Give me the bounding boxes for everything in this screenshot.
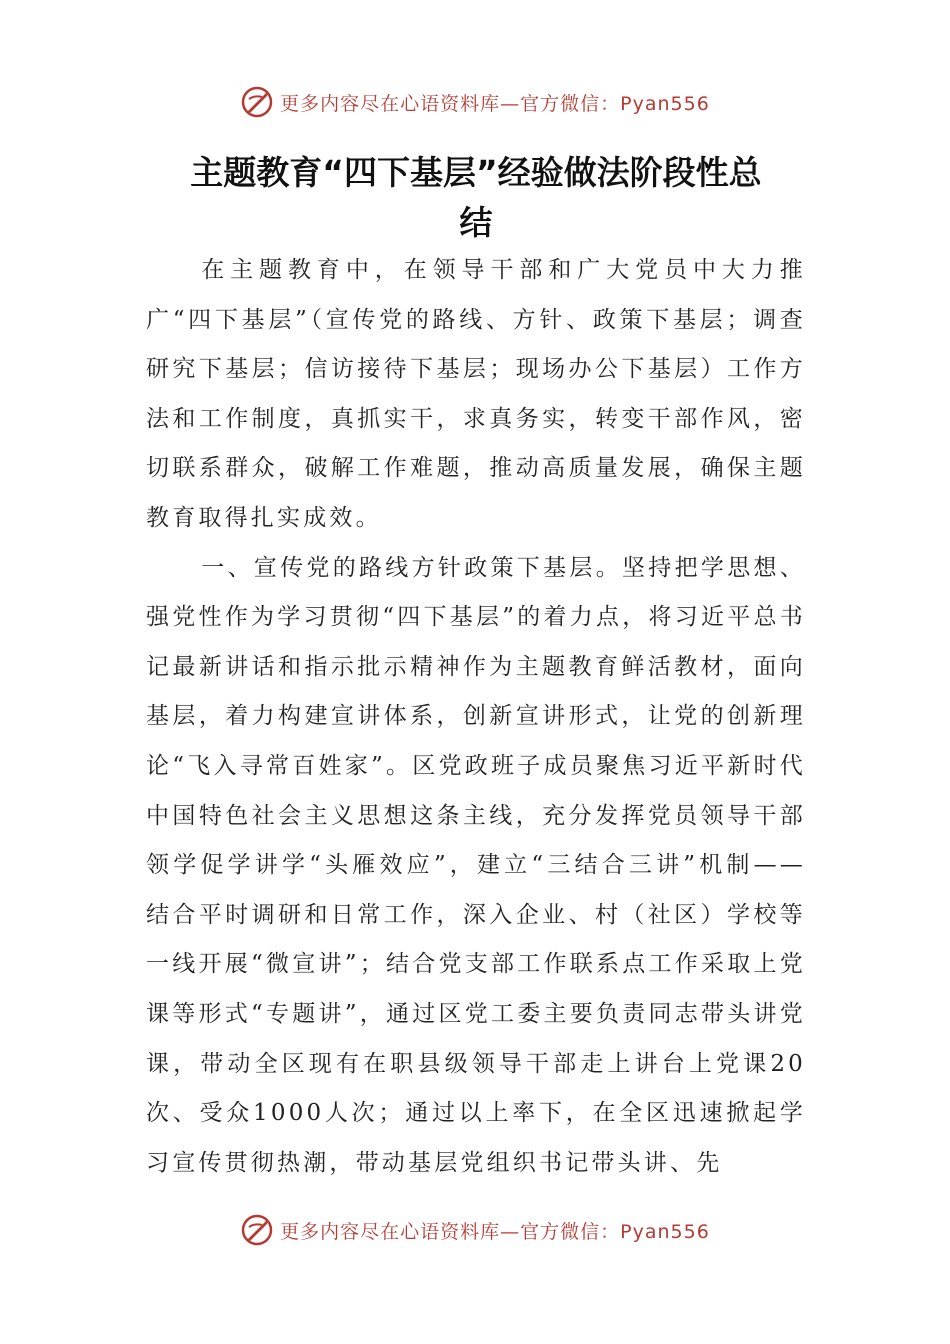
pen-logo-icon xyxy=(240,1213,274,1247)
watermark-text: 更多内容尽在心语资料库—官方微信：Pyan556 xyxy=(280,92,710,115)
header-watermark-banner xyxy=(0,80,950,124)
title-line-2: 结 xyxy=(459,203,493,242)
pen-logo-icon xyxy=(240,85,274,119)
document-title xyxy=(146,148,806,248)
paragraph-section-1: 一、宣传党的路线方针政策下基层。坚持把学思想、强党性作为学习贯彻“四下基层”的着力点，将习近平总书记最新讲话和指示批示精神作为主题教育鲜活教材，面向基层，着力构建宣讲体系，创新宣讲形式，让党的创新理论“飞入寻常百姓家”。区党政班子成员聚焦习近平新时代中国特色社会主义思想这条主线，充分发挥党员领导干部领学促学讲学“头雁效应”，建立“三结合三讲”机制——结合平时调研和日常工作，深入企业、村（社区）学校等一线开展“微宣讲”；结合党支部工作联系点工作采取上党课等形式“专题讲”，通过区党工委主要负责同志带头讲党课，带动全区现有在职县级领导干部走上讲台上党课20次、受众1000人次；通过以上率下，在全区迅速掀起学习宣传贯彻热潮，带动基层党组织书记带头讲、先 xyxy=(146,554,806,1176)
title-line-1: 主题教育“四下基层”经验做法阶段性总 xyxy=(190,153,762,192)
watermark-text: 更多内容尽在心语资料库—官方微信：Pyan556 xyxy=(280,1220,710,1243)
footer-watermark-banner xyxy=(0,1208,950,1252)
document-body xyxy=(146,246,806,1188)
paragraph-intro: 在主题教育中，在领导干部和广大党员中大力推广“四下基层”（宣传党的路线、方针、政策下基层；调查研究下基层；信访接待下基层；现场办公下基层）工作方法和工作制度，真抓实干，求真务实，转变干部作风，密切联系群众，破解工作难题，推动高质量发展，确保主题教育取得扎实成效。 xyxy=(146,257,806,531)
